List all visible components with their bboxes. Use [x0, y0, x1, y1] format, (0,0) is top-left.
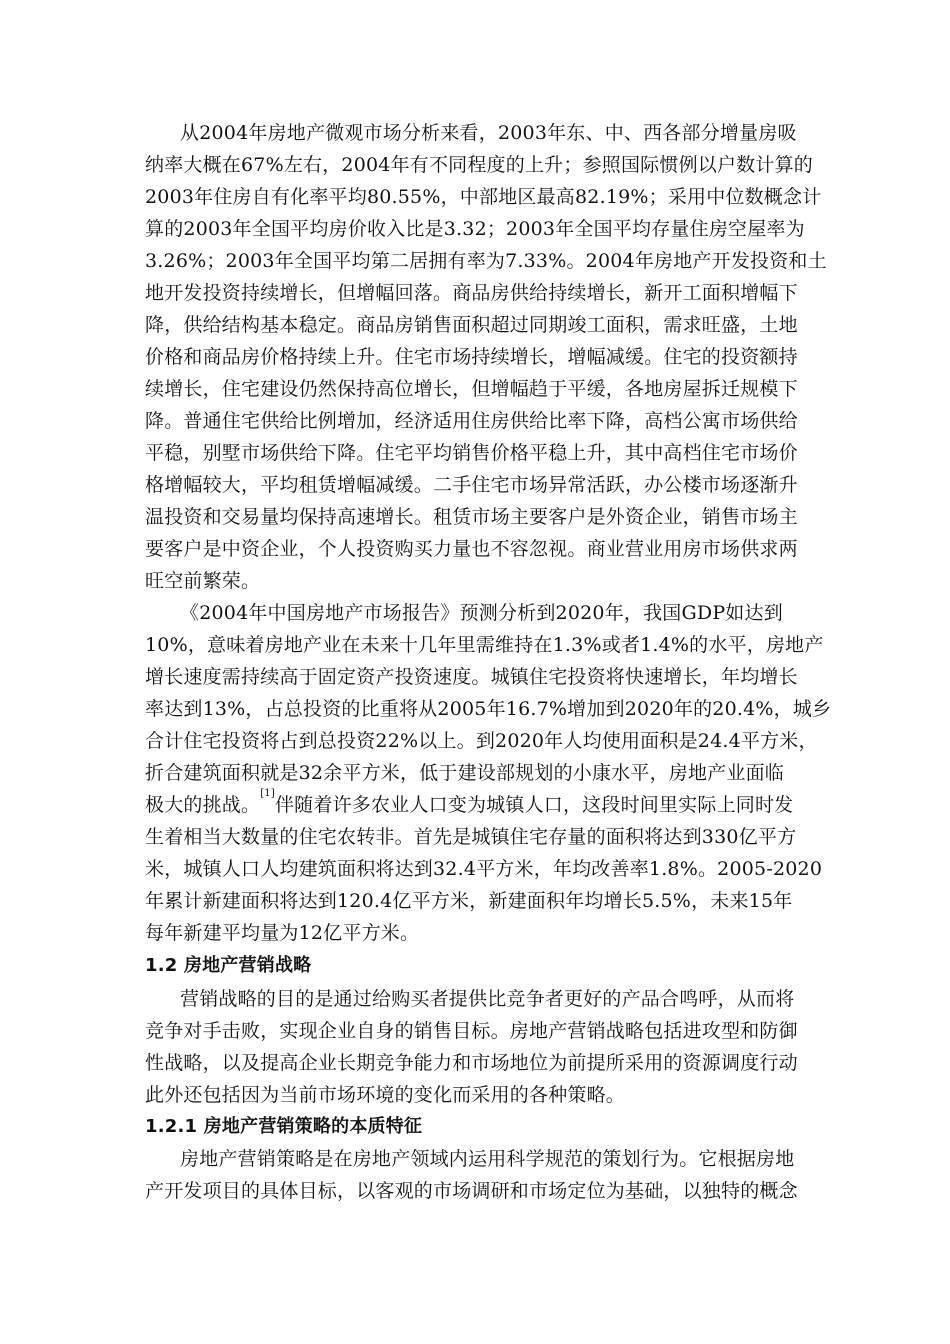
paragraph-line: 增长速度需持续高于固定资产投资速度。城镇住宅投资将快速增长，年均增长	[145, 666, 798, 688]
paragraph-line: 房地产营销策略是在房地产领域内运用科学规范的策划行为。它根据房地	[180, 1148, 795, 1170]
paragraph-line: 格增幅较大，平均租赁增幅减缓。二手住宅市场异常活跃，办公楼市场逐渐升	[145, 474, 798, 496]
section-heading: 1.2 房地产营销战略	[145, 955, 312, 976]
citation-marker[interactable]: [1]	[260, 788, 275, 799]
paragraph-line: 价格和商品房价格持续上升。住宅市场持续增长，增幅减缓。住宅的投资额持	[145, 346, 798, 368]
paragraph-line: 合计住宅投资将占到总投资22%以上。到2020年人均使用面积是24.4平方米，	[145, 730, 818, 752]
paragraph-line: 竞争对手击败，实现企业自身的销售目标。房地产营销战略包括进攻型和防御	[145, 1020, 798, 1042]
paragraph-line: 年累计新建面积将达到120.4亿平方米，新建面积年均增长5.5%，未来15年	[145, 890, 793, 912]
paragraph-line: 营销战略的目的是通过给购买者提供比竞争者更好的产品合鸣呼，从而将	[180, 988, 795, 1010]
paragraph-line: 每年新建平均量为12亿平方米。	[145, 922, 420, 944]
paragraph-line: 产开发项目的具体目标，以客观的市场调研和市场定位为基础，以独特的概念	[145, 1180, 798, 1202]
paragraph-line: 10%，意味着房地产业在未来十几年里需维持在1.3%或者1.4%的水平，房地产	[145, 634, 824, 656]
paragraph-line: 《2004年中国房地产市场报告》预测分析到2020年，我国GDP如达到	[180, 602, 783, 624]
paragraph-line: 此外还包括因为当前市场环境的变化而采用的各种策略。	[145, 1084, 626, 1106]
paragraph-line	[145, 789, 793, 821]
paragraph-line: 生着相当大数量的住宅农转非。首先是城镇住宅存量的面积将达到330亿平方	[145, 826, 797, 848]
paragraph-line: 3.26%；2003年全国平均第二居拥有率为7.33%。2004年房地产开发投资和土	[145, 250, 827, 272]
paragraph-line: 率达到13%，占总投资的比重将从2005年16.7%增加到2020年的20.4%，城乡	[145, 698, 832, 720]
paragraph-segment: 伴随着许多农业人口变为城镇人口，这段时间里实际上同时发	[274, 794, 794, 816]
paragraph-line: 降。普通住宅供给比例增加，经济适用住房供给比率下降，高档公寓市场供给	[145, 410, 798, 432]
paragraph-line: 性战略，以及提高企业长期竞争能力和市场地位为前提所采用的资源调度行动	[145, 1052, 798, 1074]
paragraph-line: 米，城镇人口人均建筑面积将达到32.4平方米，年均改善率1.8%。2005-2020	[145, 858, 823, 880]
paragraph-line: 要客户是中资企业，个人投资购买力量也不容忽视。商业营业用房市场供求两	[145, 538, 798, 560]
paragraph-line: 降，供给结构基本稳定。商品房销售面积超过同期竣工面积，需求旺盛，土地	[145, 314, 798, 336]
subsection-heading: 1.2.1 房地产营销策略的本质特征	[145, 1116, 423, 1137]
paragraph-line: 温投资和交易量均保持高速增长。租赁市场主要客户是外资企业，销售市场主	[145, 506, 798, 528]
paragraph-line: 算的2003年全国平均房价收入比是3.32；2003年全国平均存量住房空屋率为	[145, 218, 805, 240]
paragraph-line: 平稳，别墅市场供给下降。住宅平均销售价格平稳上升，其中高档住宅市场价	[145, 442, 798, 464]
paragraph-line: 旺空前繁荣。	[145, 570, 261, 592]
paragraph-line: 续增长，住宅建设仍然保持高位增长，但增幅趋于平缓，各地房屋拆迁规模下	[145, 378, 798, 400]
paragraph-line: 地开发投资持续增长，但增幅回落。商品房供给持续增长，新开工面积增幅下	[145, 282, 798, 304]
paragraph-segment: 极大的挑战。	[145, 794, 261, 816]
paragraph-line: 2003年住房自有化率平均80.55%，中部地区最高82.19%；采用中位数概念计	[145, 186, 822, 208]
paragraph-line: 从2004年房地产微观市场分析来看，2003年东、中、西各部分增量房吸	[180, 122, 797, 144]
paragraph-line: 折合建筑面积就是32余平方米，低于建设部规划的小康水平，房地产业面临	[145, 762, 784, 784]
paragraph-line: 纳率大概在67%左右，2004年有不同程度的上升；参照国际惯例以户数计算的	[145, 154, 813, 176]
